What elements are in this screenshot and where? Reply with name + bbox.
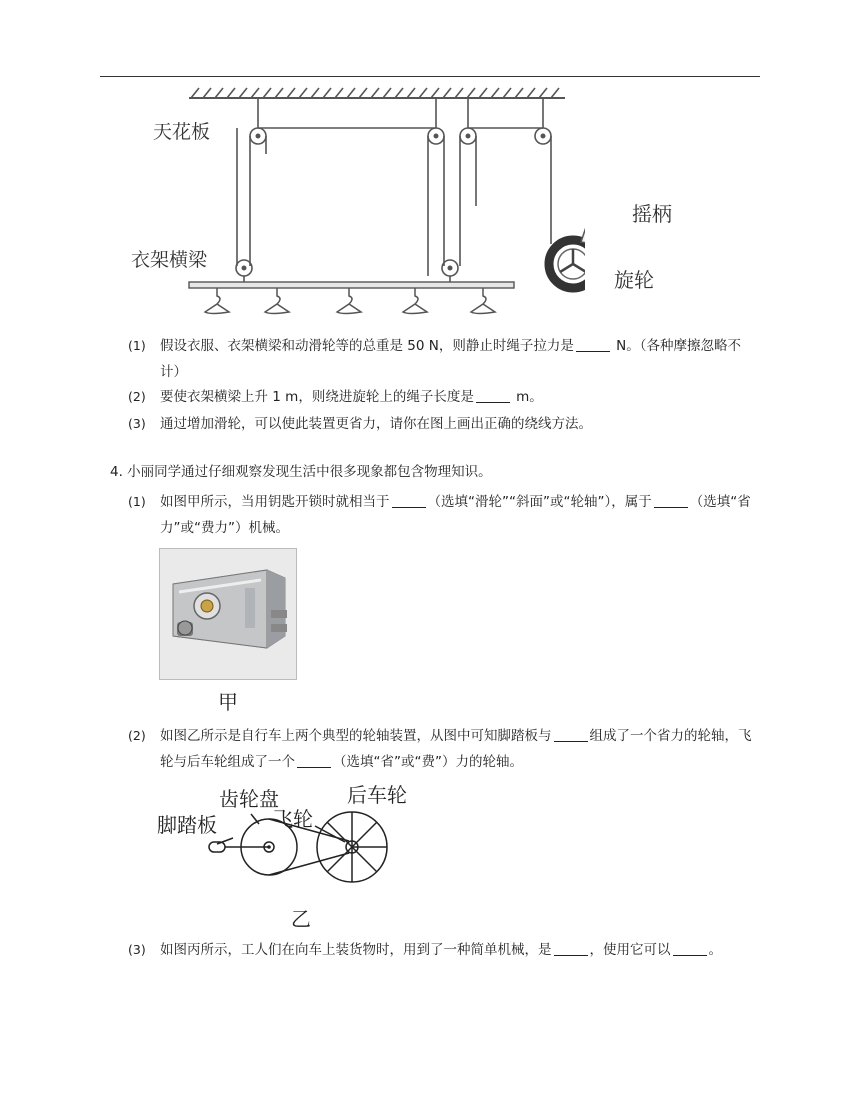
q3-part-2-num: (2) [128,389,146,404]
q4-part-2-text-b: 组成了一个省力的轮轴，飞轮与后车轮组成了一个 [160,728,752,770]
q4-part-1-num: (1) [128,494,146,509]
q3-part-2 [128,384,760,410]
label-handle: 摇柄 [632,202,672,226]
q3-part-1-num: (1) [128,338,146,353]
q4-part-3-text-b: ，使用它可以 [589,942,671,958]
q4-part-2-text-a: 如图乙所示是自行车上两个典型的轮轴装置，从图中可知脚踏板与 [160,728,552,744]
answer-blank[interactable] [554,727,588,742]
label-ceiling: 天花板 [153,121,211,143]
caption-yi: 乙 [291,907,311,931]
bicycle-wheel-axle-figure [155,780,420,890]
q4-part-2-text-c: （选填“省”或“费”）力的轮轴。 [333,754,523,770]
answer-blank[interactable] [554,941,588,956]
q3-part-1-text-b: N。（各种摩擦忽略不计） [160,338,741,380]
q4-part-3 [128,937,760,963]
answer-blank[interactable] [392,493,426,508]
label-chainring: 齿轮盘 [219,787,279,811]
q3-part-1 [128,333,760,385]
label-beam: 衣架横梁 [131,249,208,271]
header-rule [100,76,760,77]
q4-header: 4. 小丽同学通过仔细观察发现生活中很多现象都包含物理知识。 [110,464,492,480]
answer-blank[interactable] [654,493,688,508]
label-wheel: 旋轮 [614,268,654,292]
label-pedal: 脚踏板 [157,813,217,837]
answer-blank[interactable] [576,337,610,352]
label-rear-wheel: 后车轮 [347,783,407,807]
q3-part-3-num: (3) [128,416,146,431]
q4-part-3-text-c: 。 [708,942,722,958]
q4-part-1 [128,489,760,541]
q4-part-1-text-c: （选填“省力”或“费力”）机械。 [160,494,751,536]
answer-blank[interactable] [297,753,331,768]
q4-part-2 [128,723,760,775]
q3-part-3-text: 通过增加滑轮，可以使此装置更省力，请你在图上画出正确的绕线方法。 [160,416,592,432]
q4-part-2-num: (2) [128,728,146,743]
q4-part-3-num: (3) [128,942,146,957]
caption-jia: 甲 [218,690,238,714]
q4-part-3-text-a: 如图丙所示，工人们在向车上装货物时，用到了一种简单机械，是 [160,942,552,958]
q3-part-2-text-a: 要使衣架横梁上升 1 m，则绕进旋轮上的绳子长度是 [160,389,474,405]
q4-part-1-text-b: （选填“滑轮”“斜面”或“轮轴”），属于 [427,494,652,510]
q3-part-1-text-a: 假设衣服、衣架横梁和动滑轮等的总重是 50 N，则静止时绳子拉力是 [160,338,574,354]
q3-part-2-text-b: m。 [511,389,543,405]
q4-part-1-text-a: 如图甲所示，当用钥匙开锁时就相当于 [160,494,390,510]
lock-photo [159,548,297,680]
answer-blank[interactable] [476,388,510,403]
answer-blank[interactable] [673,941,707,956]
label-flywheel: 飞轮 [273,807,313,831]
q3-part-3 [128,411,760,437]
pulley-rack-figure [125,86,585,326]
